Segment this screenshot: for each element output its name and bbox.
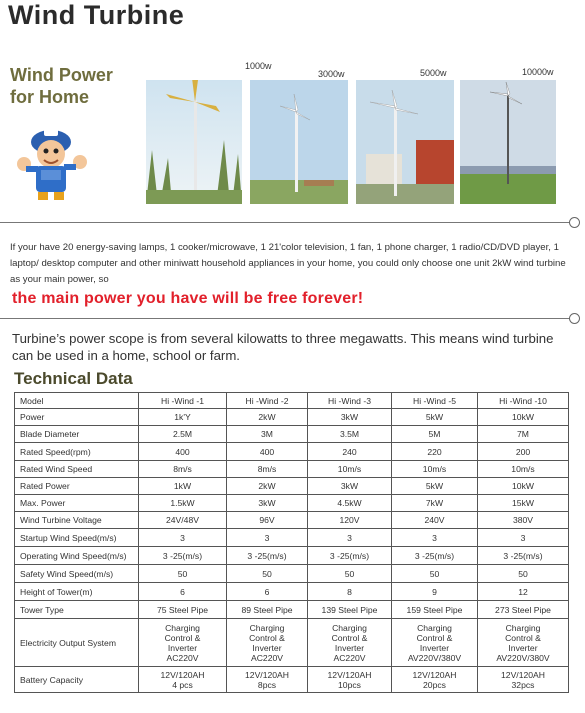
table-cell: 3 -25(m/s) (392, 547, 478, 565)
table-cell: 10kW (478, 409, 569, 426)
row-label: Wind Turbine Voltage (15, 512, 139, 529)
turbine-photo-10000w (460, 80, 556, 204)
photo-label-5000w: 5000w (420, 68, 447, 78)
subtitle-line-1: Wind Power (10, 65, 113, 85)
technical-data-heading: Technical Data (14, 369, 133, 388)
table-cell: 50 (308, 565, 392, 583)
table-cell: 12V/120AH 10pcs (308, 667, 392, 693)
table-cell: 2kW (227, 478, 308, 495)
row-label: Power (15, 409, 139, 426)
table-cell: 273 Steel Pipe (478, 601, 569, 619)
table-header-row (15, 393, 569, 409)
table-cell: 3 -25(m/s) (227, 547, 308, 565)
table-cell: 159 Steel Pipe (392, 601, 478, 619)
row-label: Rated Speed(rpm) (15, 443, 139, 461)
divider-ring-icon (569, 313, 580, 324)
table-cell: 3 (308, 529, 392, 547)
table-cell: 89 Steel Pipe (227, 601, 308, 619)
table-cell: 3 -25(m/s) (478, 547, 569, 565)
turbine-photo-5000w (356, 80, 454, 204)
table-cell: 400 (139, 443, 227, 461)
table-cell: 6 (139, 583, 227, 601)
table-row (15, 478, 569, 495)
table-cell: 8m/s (139, 461, 227, 478)
divider-line (0, 222, 570, 223)
photo-label-3000w: 3000w (318, 69, 345, 79)
table-cell: 75 Steel Pipe (139, 601, 227, 619)
page-title: Wind Turbine (8, 0, 185, 30)
table-cell: 50 (139, 565, 227, 583)
row-label: Height of Tower(m) (15, 583, 139, 601)
table-cell: 120V (308, 512, 392, 529)
photo-label-1000w: 1000w (245, 61, 272, 71)
photo-label-10000w: 10000w (522, 67, 554, 77)
table-cell: 10m/s (392, 461, 478, 478)
table-cell: 7M (478, 426, 569, 443)
table-cell: 9 (392, 583, 478, 601)
table-cell: 12V/120AH 8pcs (227, 667, 308, 693)
header-cell-model-name: Hi -Wind -1 (139, 393, 227, 409)
table-cell: 3 (227, 529, 308, 547)
table-cell: 3 -25(m/s) (139, 547, 227, 565)
table-cell: 200 (478, 443, 569, 461)
table-cell: 8m/s (227, 461, 308, 478)
table-cell: Charging Control & Inverter AV220V/380V (392, 619, 478, 667)
technical-data-table (14, 392, 569, 693)
table-cell: 12V/120AH 20pcs (392, 667, 478, 693)
table-cell: 24V/48V (139, 512, 227, 529)
table-cell: 50 (392, 565, 478, 583)
table-cell: 10kW (478, 478, 569, 495)
table-cell: 96V (227, 512, 308, 529)
table-row (15, 426, 569, 443)
table-cell: 50 (478, 565, 569, 583)
header-cell-model-name: Hi -Wind -2 (227, 393, 308, 409)
table-row (15, 443, 569, 461)
scope-paragraph: Turbine’s power scope is from several kilowatts to three megawatts. This means wind turbine can be used in a home, school or farm. (12, 331, 554, 363)
turbine-photo-1000w (146, 80, 242, 204)
table-cell: 50 (227, 565, 308, 583)
table-cell: 1.5kW (139, 495, 227, 512)
table-cell: 15kW (478, 495, 569, 512)
intro-paragraph: If your have 20 energy-saving lamps, 1 cooker/microwave, 1 21'color television, 1 fan, 1 phone charger, 1 radio/CD/DVD player, 1 laptop/ desktop computer and other miniwatt household appliances in your home, you could only choose one unit 2kW wind turbine as your main power, so (10, 242, 566, 285)
table-cell: 3M (227, 426, 308, 443)
table-row (15, 583, 569, 601)
table-cell: 5kW (392, 409, 478, 426)
header-cell-model-name: Hi -Wind -3 (308, 393, 392, 409)
table-cell: 5kW (392, 478, 478, 495)
row-label: Battery Capacity (15, 667, 139, 693)
table-cell: 6 (227, 583, 308, 601)
subtitle-line-2: for Home (10, 87, 90, 107)
table-cell: 240V (392, 512, 478, 529)
divider-ring-icon (569, 217, 580, 228)
row-label: Safety Wind Speed(m/s) (15, 565, 139, 583)
table-cell: 5M (392, 426, 478, 443)
table-cell: 1kW (139, 478, 227, 495)
table-cell: 4.5kW (308, 495, 392, 512)
table-cell: 400 (227, 443, 308, 461)
table-row (15, 495, 569, 512)
table-cell: Charging Control & Inverter AC220V (139, 619, 227, 667)
table-cell: 7kW (392, 495, 478, 512)
table-cell: 3kW (227, 495, 308, 512)
table-cell: 10m/s (478, 461, 569, 478)
table-cell: 10m/s (308, 461, 392, 478)
header-cell-model: Model (15, 393, 139, 409)
table-cell: 3kW (308, 478, 392, 495)
row-label: Tower Type (15, 601, 139, 619)
table-cell: 3kW (308, 409, 392, 426)
header-cell-model-name: Hi -Wind -10 (478, 393, 569, 409)
table-row (15, 512, 569, 529)
table-row (15, 601, 569, 619)
table-cell: 8 (308, 583, 392, 601)
section-subtitle (10, 64, 113, 108)
table-cell: 2.5M (139, 426, 227, 443)
table-cell: 1k'Y (139, 409, 227, 426)
row-label: Rated Wind Speed (15, 461, 139, 478)
table-cell: 220 (392, 443, 478, 461)
table-cell: 139 Steel Pipe (308, 601, 392, 619)
table-cell: 12V/120AH 32pcs (478, 667, 569, 693)
table-cell: 240 (308, 443, 392, 461)
table-cell: Charging Control & Inverter AV220V/380V (478, 619, 569, 667)
table-cell: 12V/120AH 4 pcs (139, 667, 227, 693)
divider-line (0, 318, 570, 319)
table-row (15, 529, 569, 547)
turbine-photo-3000w (250, 80, 348, 204)
row-label: Blade Diameter (15, 426, 139, 443)
row-label: Max. Power (15, 495, 139, 512)
table-row (15, 409, 569, 426)
table-cell: 3 (139, 529, 227, 547)
table-cell: 3 -25(m/s) (308, 547, 392, 565)
table-row (15, 667, 569, 693)
table-row (15, 619, 569, 667)
table-cell: 12 (478, 583, 569, 601)
row-label: Rated Power (15, 478, 139, 495)
table-cell: 3 (392, 529, 478, 547)
table-row (15, 565, 569, 583)
table-row (15, 547, 569, 565)
table-cell: 380V (478, 512, 569, 529)
cartoon-worker-mascot-icon (8, 120, 94, 202)
table-cell: 3 (478, 529, 569, 547)
table-row (15, 461, 569, 478)
row-label: Electricity Output System (15, 619, 139, 667)
slogan-text: the main power you have will be free forever! (12, 290, 364, 307)
table-cell: 3.5M (308, 426, 392, 443)
table-cell: Charging Control & Inverter AC220V (227, 619, 308, 667)
row-label: Operating Wind Speed(m/s) (15, 547, 139, 565)
table-cell: 2kW (227, 409, 308, 426)
table-cell: Charging Control & Inverter AC220V (308, 619, 392, 667)
row-label: Startup Wind Speed(m/s) (15, 529, 139, 547)
header-cell-model-name: Hi -Wind -5 (392, 393, 478, 409)
